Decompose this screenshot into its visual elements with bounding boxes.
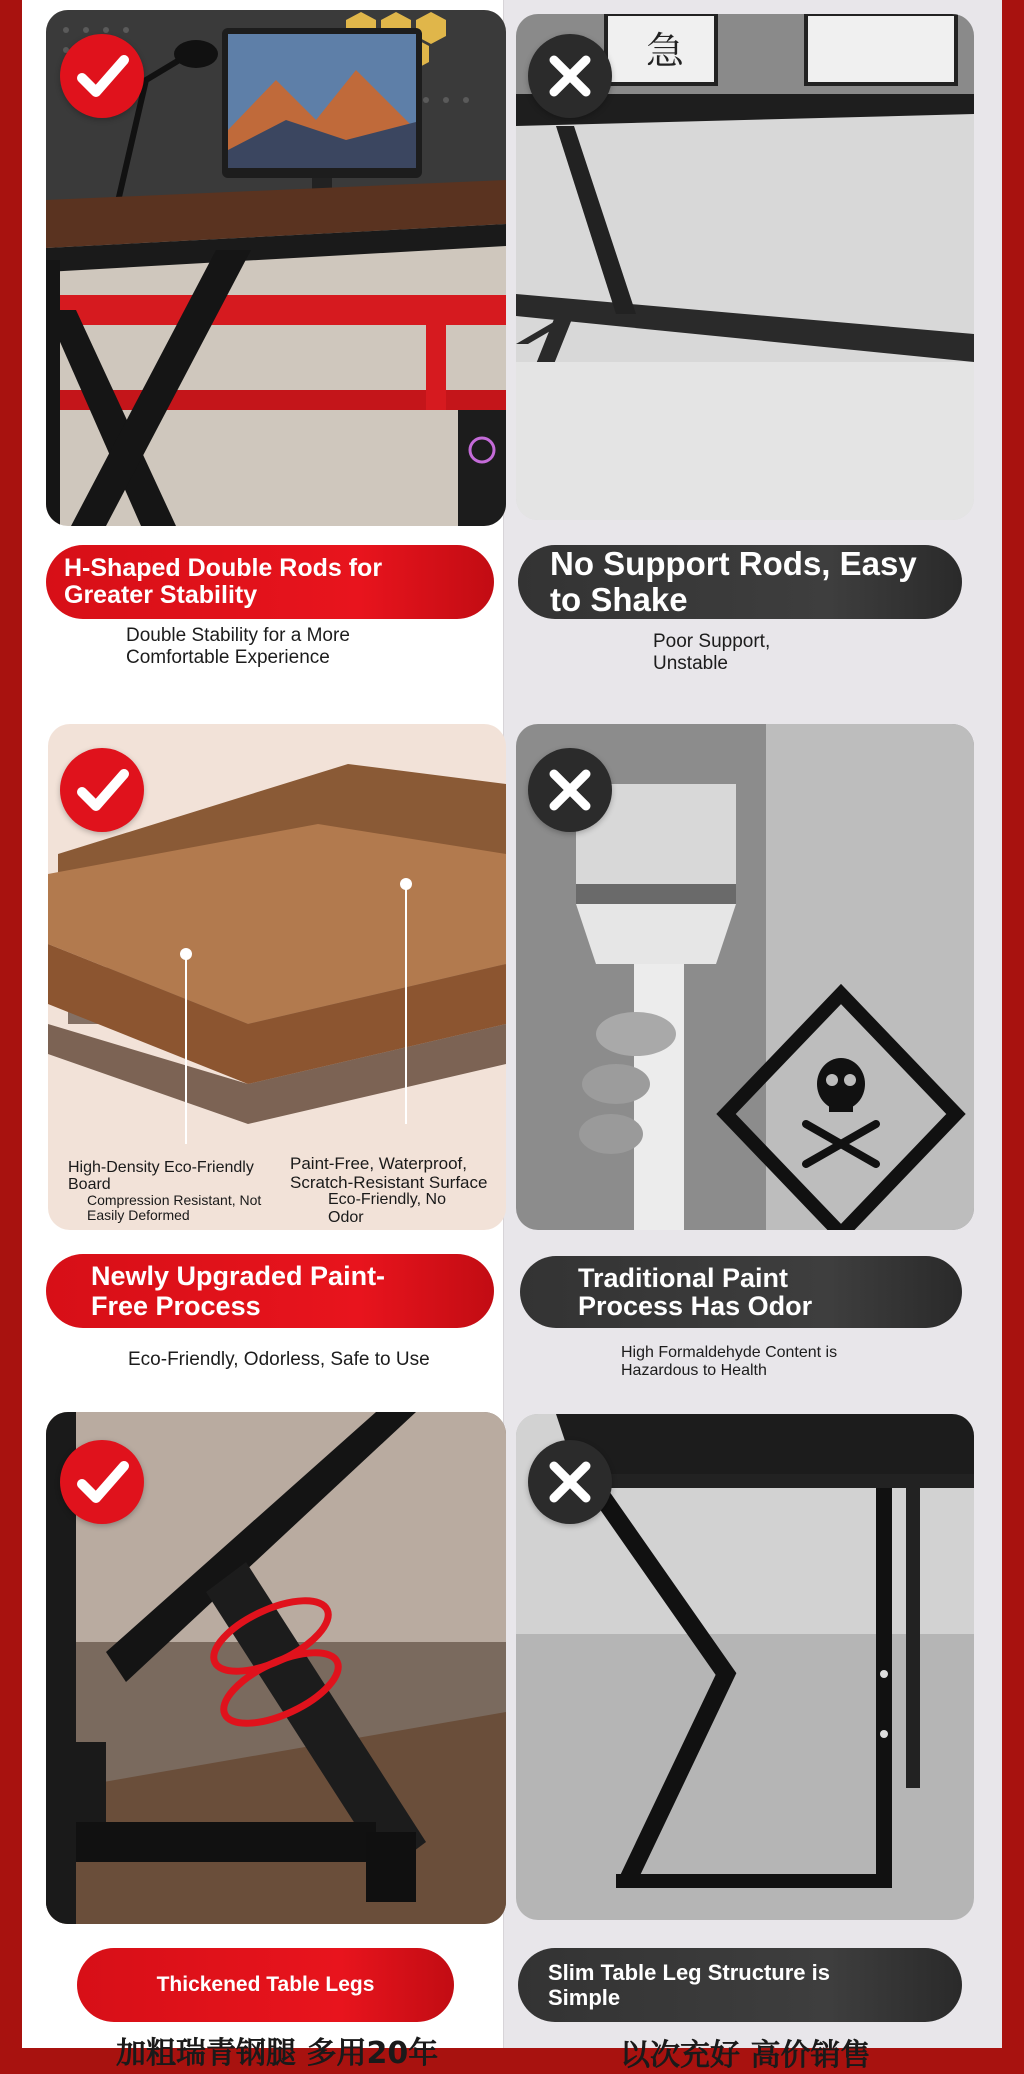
check-icon [72, 1452, 132, 1512]
bad-x-badge [528, 1440, 612, 1524]
surface-feature-detail: Eco-Friendly, No Odor [328, 1191, 446, 1226]
panel-title-pill [46, 545, 494, 619]
panel-title: Thickened Table Legs [156, 1973, 375, 1996]
panel-title-pill [520, 1256, 962, 1328]
board-feature-label: High-Density Eco-Friendly Board [68, 1159, 254, 1193]
x-icon [540, 760, 600, 820]
panel-subtitle: Eco-Friendly, Odorless, Safe to Use [128, 1349, 430, 1370]
x-icon [540, 46, 600, 106]
panel-title: Traditional Paint Process Has Odor [578, 1263, 813, 1321]
panel-title-pill [518, 1948, 962, 2022]
panel-subtitle: Double Stability for a More Comfortable Experience [126, 625, 350, 668]
surface-feature-label: Paint-Free, Waterproof, Scratch-Resistant Surface [290, 1154, 488, 1192]
panel-title: No Support Rods, Easy to Shake [550, 545, 917, 618]
good-check-badge [60, 1440, 144, 1524]
panel-subtitle: High Formaldehyde Content is Hazardous to Health [621, 1344, 838, 1379]
bad-x-badge [528, 34, 612, 118]
check-icon [72, 760, 132, 820]
panel-subtitle: Poor Support, Unstable [653, 631, 771, 674]
bad-x-badge [528, 748, 612, 832]
panel-subtitle: 加粗瑞青钢腿 多用20年 [116, 2036, 439, 2071]
panel-title: Newly Upgraded Paint-Free Process [91, 1261, 386, 1321]
good-check-badge [60, 34, 144, 118]
panel-subtitle: 以次充好 高价销售 [620, 2038, 871, 2073]
good-check-badge [60, 748, 144, 832]
board-feature-detail: Compression Resistant, Not Easily Deformed [87, 1192, 262, 1223]
panel-title-pill [518, 545, 962, 619]
panel-title: Slim Table Leg Structure is Simple [548, 1960, 830, 2010]
x-icon [540, 1452, 600, 1512]
panel-title: H-Shaped Double Rods for Greater Stability [64, 554, 383, 609]
panel-title-pill [77, 1948, 454, 2022]
check-icon [72, 46, 132, 106]
svg-text:急: 急 [646, 29, 685, 73]
panel-title-pill [46, 1254, 494, 1328]
